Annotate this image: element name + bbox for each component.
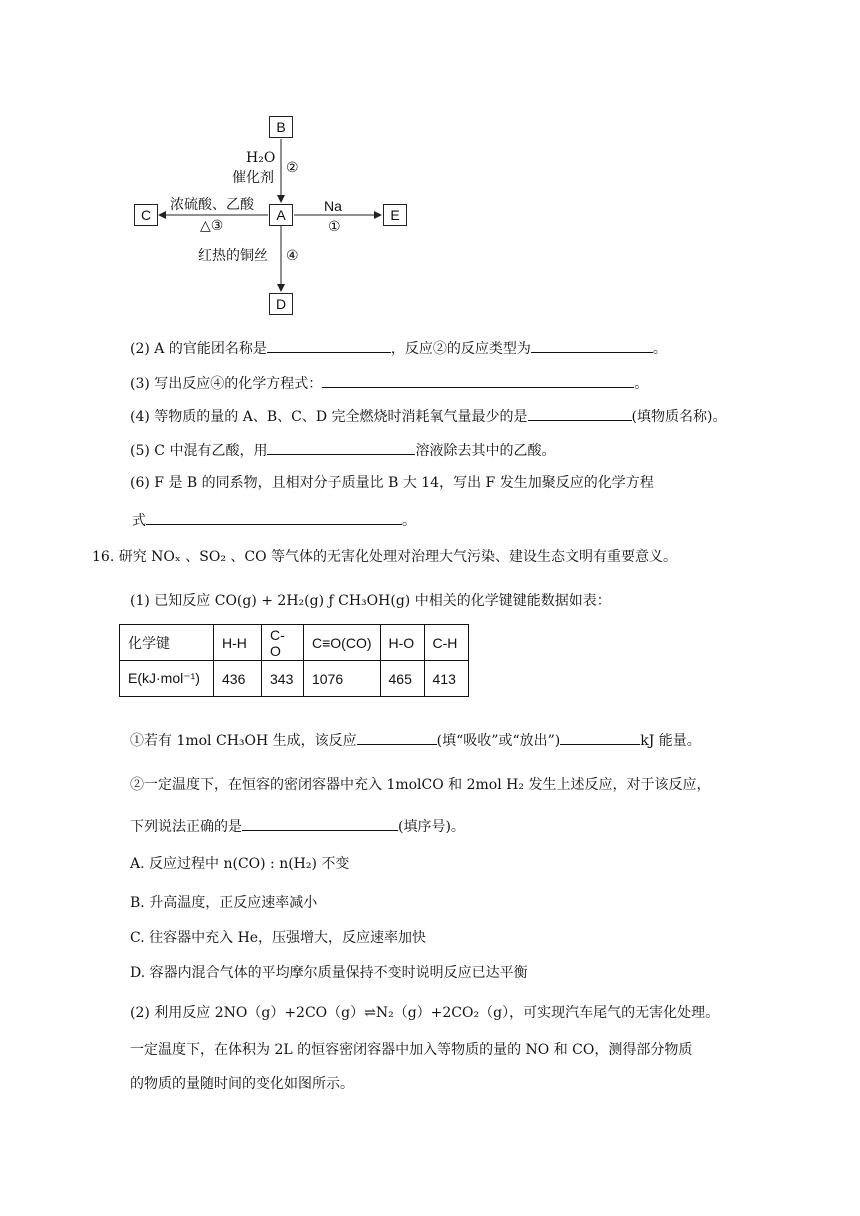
node-b: B [269, 116, 293, 138]
q16-part1-i: ①若有 1mol CH₃OH 生成，该反应 (填“吸收”或“放出”) kJ 能量。 [130, 730, 701, 750]
table-cell: 465 [380, 661, 424, 697]
node-d: D [269, 293, 293, 315]
table-cell: E(kJ·mol⁻¹) [120, 661, 214, 697]
bond-energy-table [119, 624, 469, 697]
table-cell: H-H [214, 625, 262, 661]
answer-blank[interactable] [357, 730, 437, 745]
reagent-catalyst: 催化剂 [232, 170, 274, 186]
answer-blank[interactable] [267, 338, 391, 353]
reagent-na: Na [324, 198, 342, 214]
option-a: A. 反应过程中 n(CO) : n(H₂) 不变 [130, 856, 350, 872]
reagent-h2o: H₂O [246, 150, 276, 166]
table-cell: 436 [214, 661, 262, 697]
q15-part6-cont: 式 。 [132, 510, 416, 530]
table-cell: 1076 [304, 661, 381, 697]
condition-heat-3: △③ [200, 218, 224, 234]
node-a: A [269, 204, 293, 226]
q15-part5: (5) C 中混有乙酸，用 溶液除去其中的乙酸。 [130, 440, 555, 460]
q16-part2: (2) 利用反应 2NO（g）+2CO（g）⇌N₂（g）+2CO₂（g），可实现汽车尾气的无害化处理。 [130, 1005, 720, 1021]
step-2: ② [286, 160, 299, 176]
answer-blank[interactable] [146, 510, 402, 525]
q15-part2: (2) A 的官能团名称是 ，反应②的反应类型为 。 [130, 338, 667, 358]
answer-blank[interactable] [531, 338, 653, 353]
q15-part4: (4) 等物质的量的 A、B、C、D 完全燃烧时消耗氧气量最少的是 (填物质名称)。 [130, 406, 726, 426]
q15-part3: (3) 写出反应④的化学方程式： 。 [130, 373, 648, 393]
option-d: D. 容器内混合气体的平均摩尔质量保持不变时说明反应已达平衡 [130, 965, 528, 981]
table-cell: 413 [424, 661, 468, 697]
option-b: B. 升高温度，正反应速率减小 [130, 895, 318, 911]
q16-part1-ii: ②一定温度下，在恒容的密闭容器中充入 1molCO 和 2mol H₂ 发生上述反应，对于该反应， [130, 777, 711, 793]
node-e: E [383, 204, 407, 226]
q16-intro: 16. 研究 NOₓ 、SO₂ 、CO 等气体的无害化处理对治理大气污染、建设生态文明有重要意义。 [92, 549, 678, 565]
table-cell: C≡O(CO) [304, 625, 381, 661]
q16-part2-cont2: 的物质的量随时间的变化如图所示。 [130, 1076, 354, 1092]
node-c: C [134, 204, 158, 226]
table-cell: 343 [262, 661, 304, 697]
table-cell: 化学键 [120, 625, 214, 661]
reaction-diagram [120, 108, 440, 323]
step-1: ① [328, 219, 341, 235]
step-4: ④ [286, 248, 299, 264]
q15-part6: (6) F 是 B 的同系物，且相对分子质量比 B 大 14，写出 F 发生加聚反应的化学方程 [130, 475, 654, 491]
table-cell: C-O [262, 625, 304, 661]
reagent-conc-sulfuric-acetic: 浓硫酸、乙酸 [170, 197, 254, 213]
table-row [120, 661, 469, 697]
answer-blank[interactable] [560, 730, 640, 745]
q16-part1-ii-cont: 下列说法正确的是 (填序号)。 [130, 816, 465, 836]
answer-blank[interactable] [267, 440, 415, 455]
table-header-row [120, 625, 469, 661]
reagent-red-hot-copper: 红热的铜丝 [198, 248, 268, 264]
table-cell: H-O [380, 625, 424, 661]
answer-blank[interactable] [242, 816, 398, 831]
option-c: C. 往容器中充入 He，压强增大，反应速率加快 [130, 930, 427, 946]
q16-part1: (1) 已知反应 CO(g) + 2H₂(g) ƒ CH₃OH(g) 中相关的化学键键能数据如表： [130, 593, 611, 609]
q16-part2-cont: 一定温度下，在体积为 2L 的恒容密闭容器中加入等物质的量的 NO 和 CO，测得部分物质 [130, 1042, 693, 1058]
answer-blank[interactable] [322, 373, 634, 388]
table-cell: C-H [424, 625, 468, 661]
answer-blank[interactable] [528, 406, 632, 421]
